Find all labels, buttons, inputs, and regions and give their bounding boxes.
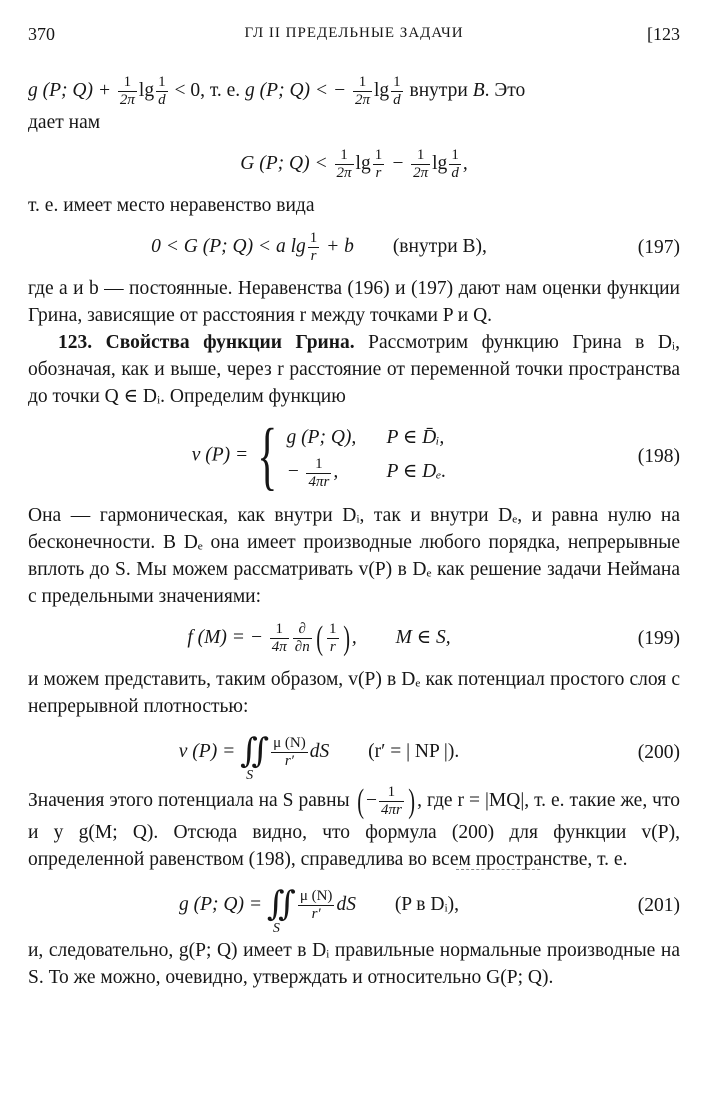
- fraction: $\frac{1}{4\pi r}$: [308, 455, 330, 490]
- fraction: $\frac{1}{2\pi}$: [354, 74, 370, 108]
- fraction: $\frac{1}{4\pi r}$: [380, 784, 402, 818]
- math-text: dS: [336, 893, 356, 915]
- fraction: $\frac{\partial}{\partial n}$: [294, 620, 310, 655]
- fraction: $\frac{1}{d}$: [158, 74, 166, 108]
- math-text: M ∈ S,: [395, 626, 451, 648]
- math-text: −: [386, 152, 410, 174]
- double-integral: ∬ S: [240, 733, 270, 783]
- equation-number: (199): [637, 627, 680, 649]
- paragraph: и, следовательно, g(P; Q) имеет в Dᵢ правильные нормальные производные на S. То же можно, очевидно, утверждать и относительно G(P; Q).: [28, 940, 680, 988]
- math-text: g (P; Q) =: [178, 893, 262, 915]
- math-text: P ∈ Dₑ.: [386, 461, 447, 483]
- math-text: −: [286, 461, 300, 483]
- fraction: $\frac{1}{r}$: [329, 620, 337, 655]
- fraction: $\frac{1}{2\pi}$: [336, 146, 352, 181]
- math-text: (r′ = | NP |).: [368, 740, 460, 762]
- left-brace: {: [257, 414, 278, 498]
- math-text: dS: [309, 740, 330, 762]
- paragraph-inequality-line: [28, 74, 680, 109]
- paragraph: дает нам: [28, 112, 101, 133]
- fraction: $\frac{1}{d}$: [451, 146, 459, 181]
- cases: g (P; Q), P ∈ D̄ᵢ, − $\frac{1}{4\pi r}$ , P ∈ Dₑ.: [286, 421, 446, 490]
- paragraph: и можем представить, таким образом, v(P) в Dₑ как потенциал простого слоя с непрерывной плотностью:: [28, 669, 680, 717]
- page-header: [28, 24, 680, 48]
- equation-number: (197): [637, 236, 680, 258]
- math-text: v (P) =: [191, 444, 249, 466]
- equation-198: [28, 410, 680, 502]
- math-text: P ∈ D̄ᵢ,: [386, 427, 445, 449]
- equation-200: [28, 720, 680, 784]
- body-text: . Это: [484, 79, 526, 101]
- paragraph: где a и b — постоянные. Неравенства (196) и (197) дают нам оценки функции Грина, зависящие от расстояния r между точками P и Q.: [28, 278, 680, 326]
- math-text: lg: [432, 152, 448, 174]
- math-text: v (P) =: [178, 740, 236, 762]
- body-text: B: [472, 79, 485, 101]
- math-text: f (M) = −: [187, 626, 268, 648]
- page-number: 370: [28, 24, 55, 44]
- running-title: ГЛ II ПРЕДЕЛЬНЫЕ ЗАДАЧИ: [244, 25, 464, 41]
- section-123: [28, 329, 680, 410]
- math-text: lg: [355, 152, 371, 174]
- math-text: lg: [138, 79, 155, 101]
- paragraph: Она — гармоническая, как внутри Dᵢ, так и внутри Dₑ, и равна нулю на бесконечности. В Dₑ она имеет производные любого порядка, непрерывные вплоть до S. Мы можем рассматривать v(P) в Dₑ как решение задачи Неймана с предельными значениями:: [28, 505, 680, 607]
- section-text: Рассмотрим функцию Грина в Dᵢ, обозначая, как и выше, через r расстояние от переменной точки пространства до точки Q ∈ Dᵢ. Определим функцию: [28, 332, 680, 407]
- body-text: т. е. такие же, что и у g(M; Q). Отсюда видно, что формула (200) для функции v(P), определенной равенством (198), справедлива во всем пространстве, т. е.: [28, 789, 681, 870]
- body-text: Значения этого потенциала на S равны: [28, 789, 350, 811]
- equation-G-bound: G (P; Q) < $\frac{1}{2\pi}$ lg $\frac{1}{r}$ − $\frac{1}{2\pi}$ lg $\frac{1}{d}$ ,: [240, 146, 468, 181]
- fraction: $\frac{1}{4\pi}$: [271, 620, 287, 655]
- equation-199: f (M) = − $\frac{1}{4\pi}$ $\frac{\partial}{\partial n}$ ( $\frac{1}{r}$ ) , M ∈ S, (199): [187, 619, 680, 657]
- section-title: 123. Свойства функции Грина.: [58, 332, 355, 353]
- body-text: , где r = |MQ|,: [417, 789, 530, 811]
- math-text: g (P; Q) +: [28, 79, 116, 101]
- equation-number: (200): [637, 741, 680, 763]
- equation-number: (201): [637, 894, 680, 916]
- math-text: < 0, т. е.: [169, 79, 246, 101]
- equation-201: [28, 873, 680, 937]
- math-text: (P в Dᵢ),: [394, 893, 460, 915]
- fraction: $\frac{\mu (N)}{r'}$: [273, 734, 306, 769]
- print-artifact: [456, 869, 540, 870]
- math-text: lg: [373, 79, 390, 101]
- math-text: 0 < G (P; Q) < a lg: [151, 235, 306, 257]
- paragraph: Значения этого потенциала на S равны ( − $\frac{1}{4\pi r}$ ) , где r = |MQ|, т. е. такие же, что и у g(M; Q). Отсюда видно, что формула (200) для функции v(P), определенной равенством (198), справедлива во всем пространстве, т. е.: [28, 783, 681, 870]
- equation-197: [28, 219, 680, 275]
- fraction: $\frac{1}{2\pi}$: [413, 146, 429, 181]
- section-number: [123: [647, 24, 680, 44]
- math-text: (внутри B),: [392, 235, 487, 257]
- math-text: + b: [321, 235, 354, 257]
- math-text: g (P; Q) < −: [245, 79, 351, 101]
- equation-number: (198): [637, 445, 680, 467]
- double-integral: ∬ S: [266, 886, 296, 936]
- page-body: [28, 74, 680, 991]
- fraction: $\frac{1}{r}$: [309, 229, 318, 264]
- paragraph: т. е. имеет место неравенство вида: [28, 195, 315, 216]
- math-text: g (P; Q),: [286, 427, 357, 449]
- fraction: $\frac{\mu (N)}{r'}$: [299, 887, 333, 922]
- fraction: $\frac{1}{d}$: [393, 74, 401, 108]
- fraction: $\frac{1}{2\pi}$: [119, 74, 135, 108]
- math-text: −: [365, 789, 377, 811]
- fraction: $\frac{1}{r}$: [374, 146, 383, 181]
- body-text: внутри: [409, 79, 468, 101]
- math-text: G (P; Q) <: [240, 152, 333, 174]
